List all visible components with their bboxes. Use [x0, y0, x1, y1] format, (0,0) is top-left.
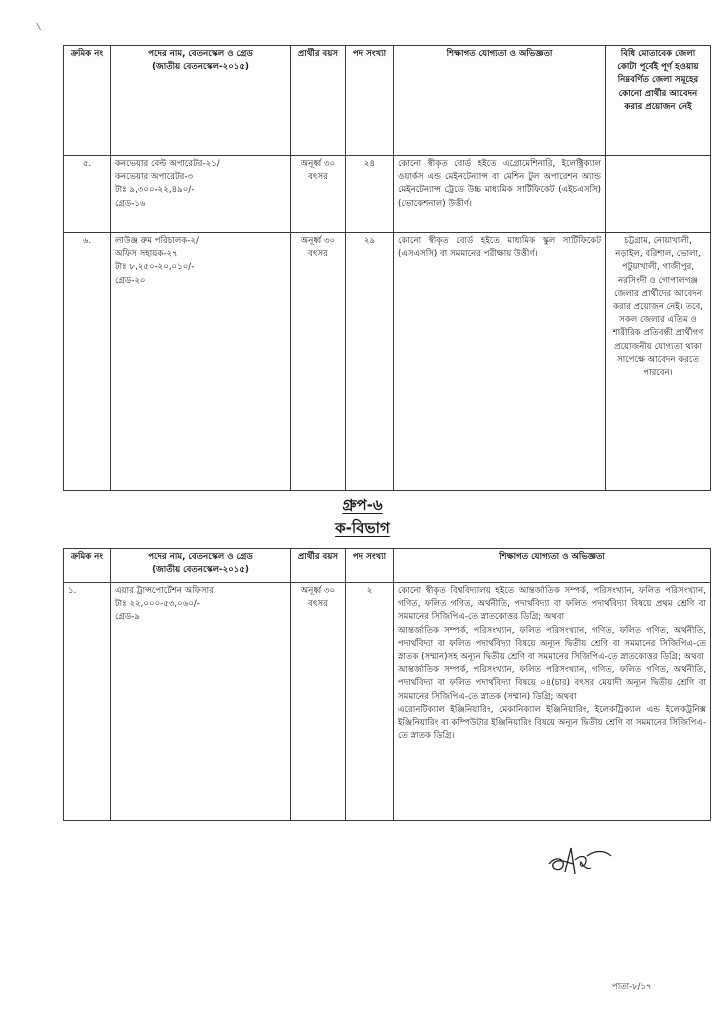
header-age: প্রার্থীর বয়স: [291, 46, 346, 156]
grade: গ্রেড-১৬: [115, 198, 146, 209]
pay-scale: টাঃ ২২,০০০-৫৩,০৬০/-: [115, 599, 200, 610]
row-qualification: কোনো স্বীকৃত বোর্ড হইতে মাধ্যমিক স্কুল সার্টিফিকেট (এসএসসি) বা সমমানের পরীক্ষায় উত্তীর্ণ।: [394, 233, 606, 491]
row-count: ২৯: [346, 233, 394, 491]
scan-mark: [36, 22, 43, 30]
row-serial: ৫.: [64, 156, 111, 233]
row-post: [111, 156, 291, 233]
post-name-alt: অফিস সহায়ক-২৭: [115, 249, 178, 260]
post-name: লাউঞ্জ রুম পরিচালক-২/: [115, 236, 199, 246]
qualification-option-1: কোনো স্বীকৃত বিশ্ববিদ্যালয় হইতে আন্তর্জাতিক সম্পর্ক, পরিসংখ্যান, ফলিত পরিসংখ্যান, গণিত, ফলিত গণিত, অর্থনীতি, পদার্থবিদ্যা বা ফলিত পদার্থবিদ্যা বিষয়ে প্রথম শ্রেণি বা সমমানের সিজিপিএ-তে স্নাতকোত্তর ডিগ্রি; অথবা: [398, 586, 706, 623]
header-quota: বিধি মোতাবেক জেলা কোটা পূর্বেই পূর্ণ হওয়ায় নিম্নবর্ণিত জেলা সমূহের কোনো প্রার্থীর আবেদন করার প্রয়োজন নেই: [606, 46, 711, 156]
table-row: [64, 233, 711, 491]
header-post-title: পদের নাম, বেতনস্কেল ও গ্রেড: [148, 552, 253, 562]
row-serial: ৬.: [64, 233, 111, 491]
posts-table-2: [63, 548, 711, 821]
qualification-option-3: আন্তর্জাতিক সম্পর্ক, পরিসংখ্যান, ফলিত পরিসংখ্যান, গণিত, ফলিত গণিত, অর্থনীতি, পদার্থবিদ্যা বা ফলিত পদার্থবিদ্যা বিষয়ে ০৪(চার) বৎসর মেয়াদী অন্যূন দ্বিতীয় শ্রেণি বা সমমানের সিজিপিএ-তে স্নাতক (সম্মান) ডিগ্রি; অথবা: [398, 665, 706, 702]
header-post-sub: (জাতীয় বেতনস্কেল-২০১৫): [152, 565, 249, 576]
signature-icon: [545, 842, 617, 882]
qualification-option-2: আন্তর্জাতিক সম্পর্ক, পরিসংখ্যান, ফলিত পরিসংখ্যান, গণিত, ফলিত গণিত, অর্থনীতি, পদার্থবিদ্যা বা ফলিত পদার্থবিদ্যা বিষয়ে অন্যূন দ্বিতীয় শ্রেণি বা সমমানের সিজিপিএ-তে স্নাতক (সম্মান)সহ অন্যূন দ্বিতীয় শ্রেণি বা সমমানের সিজিপিএ-তে স্নাতকোত্তর ডিগ্রি; অথবা: [398, 625, 706, 663]
division-heading: [0, 517, 725, 539]
row-age: অনূর্ধ্ব ৩০ বৎসর: [291, 583, 346, 821]
header-serial: ক্রমিক নং: [64, 46, 111, 156]
header-serial: ক্রমিক নং: [64, 549, 111, 583]
page-number: পাতা-৮/১৭: [612, 982, 652, 992]
grade: গ্রেড-৯: [115, 612, 140, 623]
header-post: [111, 549, 291, 583]
header-qualification: শিক্ষাগত যোগ্যতা ও অভিজ্ঞতা: [394, 549, 711, 583]
row-count: ২: [346, 583, 394, 821]
row-quota: [606, 156, 711, 233]
row-qualification: [394, 583, 711, 821]
table-row: [64, 156, 711, 233]
row-age: অনূর্ধ্ব ৩০ বৎসর: [291, 156, 346, 233]
table-row: [64, 583, 711, 821]
row-quota: চট্টগ্রাম, নোয়াখালী, নড়াইল, বরিশাল, ভোলা, পটুয়াখালী, গাজীপুর, নরসিংদী ও গোপালগঞ্জ জেলার প্রার্থীদের আবেদন করার প্রয়োজন নেই। তবে, সকল জেলার এতিম ও শারীরিক প্রতিবন্ধী প্রার্থীগণ প্রয়োজনীয় যোগ্যতা থাকা সাপেক্ষে আবেদন করতে পারবেন।: [606, 233, 711, 491]
header-post-title: পদের নাম, বেতনস্কেল ও গ্রেড: [148, 49, 253, 59]
header-post-sub: (জাতীয় বেতনস্কেল-২০১৫): [152, 62, 249, 73]
table-header-row: [64, 46, 711, 156]
group-heading: [0, 494, 725, 516]
row-serial: ১.: [64, 583, 111, 821]
grade: গ্রেড-২০: [115, 275, 146, 286]
qualification-option-4: এরোনটিক্যাল ইঞ্জিনিয়ারিং, মেকানিক্যাল ইঞ্জিনিয়ারিং, ইলেকট্রিক্যাল এন্ড ইলেকট্রনিক্স ইঞ্জিনিয়ারিং বা কম্পিউটার ইঞ্জিনিয়ারিং বিষয়ে অন্যূন দ্বিতীয় শ্রেণি বা সমমানের সিজিপিএ-তে স্নাতক ডিগ্রি।: [398, 704, 706, 742]
row-qualification: কোনো স্বীকৃত বোর্ড হইতে এগ্রোমেশিনারি, ইলেক্ট্রিক্যাল ওয়ার্কস এন্ড মেইনটেন্যান্স বা মেশিন টুল অপারেশন অ্যান্ড মেইনটেন্যান্স ট্রেডে উচ্চ মাধ্যমিক সার্টিফিকেট (এইচএসসি) (ভোকেশনাল) উত্তীর্ণ।: [394, 156, 606, 233]
post-name: কনভেয়ার বেল্ট অপারেটর-২১/: [115, 159, 220, 169]
posts-table-1: [63, 45, 711, 491]
header-count: পদ সংখ্যা: [346, 46, 394, 156]
division-title: ক-বিভাগ: [335, 519, 390, 537]
row-count: ২৪: [346, 156, 394, 233]
pay-scale: টাঃ ৯,৩০০-২২,৪৯০/-: [115, 185, 195, 196]
table-header-row: [64, 549, 711, 583]
header-post: [111, 46, 291, 156]
group-title: গ্রুপ-৬: [342, 496, 383, 514]
pay-scale: টাঃ ৮,২৫০-২০,০১০/-: [115, 262, 195, 273]
post-name-alt: কনভেয়ার অপারেটর-৩: [115, 172, 194, 183]
row-post: [111, 583, 291, 821]
post-name: এয়ার ট্রান্সপোর্টেশন অফিসার: [115, 586, 214, 596]
header-age: প্রার্থীর বয়স: [291, 549, 346, 583]
row-post: [111, 233, 291, 491]
header-count: পদ সংখ্যা: [346, 549, 394, 583]
row-age: অনূর্ধ্ব ৩০ বৎসর: [291, 233, 346, 491]
header-qualification: শিক্ষাগত যোগ্যতা ও অভিজ্ঞতা: [394, 46, 606, 156]
